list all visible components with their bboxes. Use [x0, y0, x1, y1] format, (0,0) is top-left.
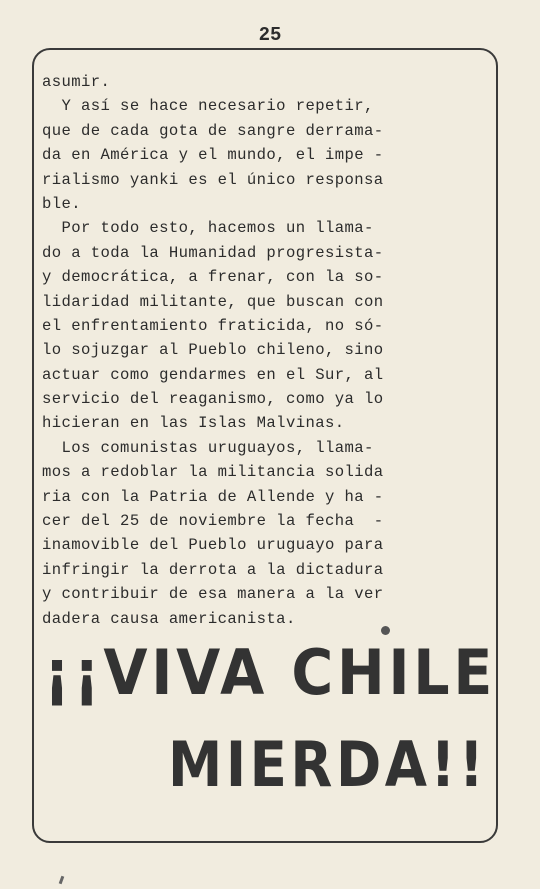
- body-line: y contribuir de esa manera a la ver: [42, 585, 384, 604]
- body-line: inamovible del Pueblo uruguayo para: [42, 536, 384, 555]
- body-line: infringir la derrota a la dictadura: [42, 560, 384, 579]
- body-line: Por todo esto, hacemos un llama-: [42, 219, 374, 238]
- body-line: Y así se hace necesario repetir,: [42, 97, 374, 116]
- body-line: actuar como gendarmes en el Sur, al: [42, 365, 384, 384]
- slogan-line-1: ¡¡VIVA CHILE: [44, 636, 496, 709]
- body-line: lo sojuzgar al Pueblo chileno, sino: [42, 341, 384, 360]
- body-line: que de cada gota de sangre derrama-: [42, 121, 384, 140]
- body-line: dadera causa americanista.: [42, 609, 296, 628]
- page-number: 25: [258, 24, 282, 46]
- body-line: lidaridad militante, que buscan con: [42, 292, 384, 311]
- slogan-line-2: MIERDA!!: [168, 728, 488, 801]
- body-line: asumir.: [42, 73, 111, 91]
- body-line: rialismo yanki es el único responsa: [42, 170, 384, 189]
- body-line: da en América y el mundo, el impe -: [42, 146, 384, 165]
- body-line: servicio del reaganismo, como ya lo: [42, 390, 384, 409]
- body-line: ble.: [42, 194, 82, 213]
- ink-mark: [59, 876, 65, 885]
- body-line: mos a redoblar la militancia solida: [42, 463, 384, 482]
- body-line: Los comunistas uruguayos, llama-: [42, 438, 374, 457]
- body-line: el enfrentamiento fraticida, no só-: [42, 316, 384, 335]
- body-line: cer del 25 de noviembre la fecha -: [42, 512, 384, 531]
- typewritten-body: [42, 70, 494, 631]
- body-line: hicieran en las Islas Malvinas.: [42, 414, 345, 433]
- body-line: do a toda la Humanidad progresista-: [42, 243, 384, 262]
- body-line: y democrática, a frenar, con la so-: [42, 268, 384, 287]
- ink-dot: [381, 626, 390, 635]
- body-line: ria con la Patria de Allende y ha -: [42, 487, 384, 506]
